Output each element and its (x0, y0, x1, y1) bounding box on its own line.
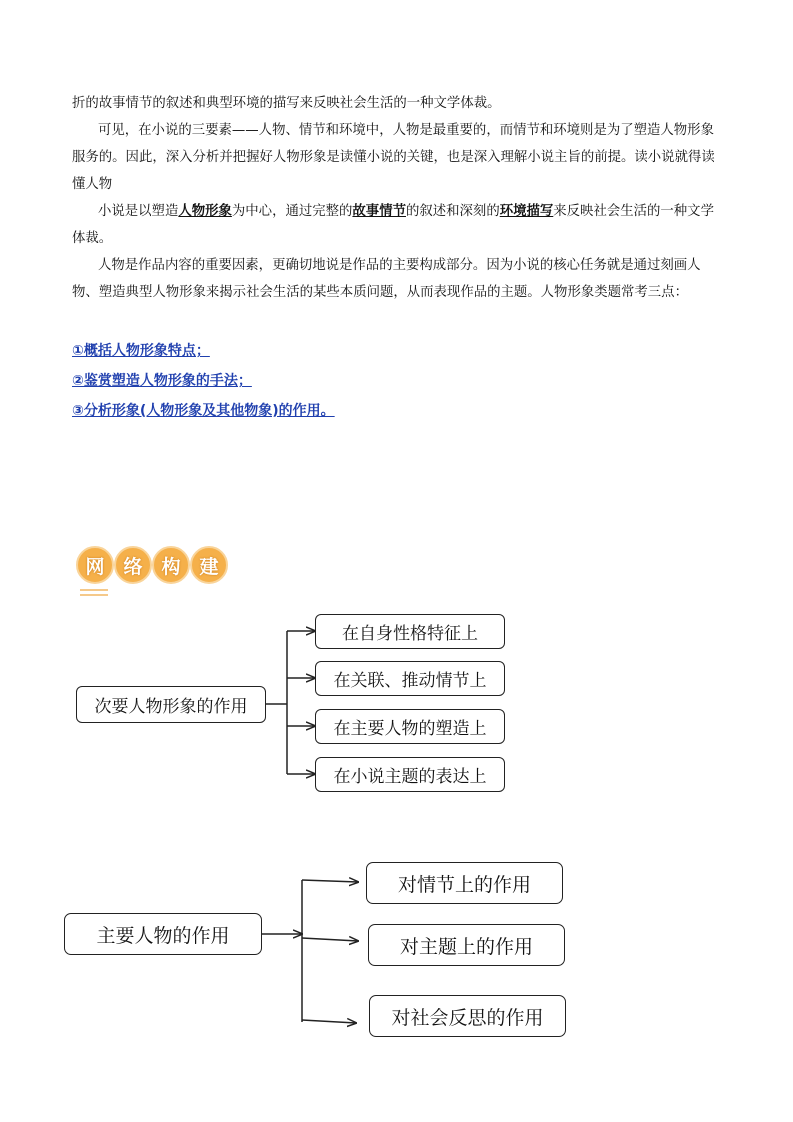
d2-arrow-1 (302, 880, 358, 882)
definition-text-1: 小说是以塑造 (98, 204, 179, 219)
definition-text-2: 为中心，通过完整的 (231, 204, 353, 219)
d2-arrow-3 (302, 1020, 356, 1023)
keyword-environment: 环境描写 (499, 204, 554, 219)
d1-branch-theme: 在小说主题的表达上 (315, 757, 505, 792)
badge-char-4: 建 (190, 546, 228, 584)
d2-root-box: 主要人物的作用 (64, 913, 262, 955)
d2-branch-plot: 对情节上的作用 (366, 862, 563, 904)
d2-arrow-2 (302, 938, 358, 941)
keyword-character-image: 人物形象 (178, 204, 232, 219)
d2-branch-social-reflection: 对社会反思的作用 (369, 995, 566, 1037)
d1-root-box: 次要人物形象的作用 (76, 686, 266, 723)
keyword-story-plot: 故事情节 (352, 204, 406, 219)
badge-char-1: 网 (76, 546, 114, 584)
point-1-link[interactable]: ①概括人物形象特点； (72, 343, 210, 359)
definition-text-3: 的叙述和深刻的 (405, 204, 500, 219)
d2-branch-theme: 对主题上的作用 (368, 924, 565, 966)
badge-char-3: 构 (152, 546, 190, 584)
intro-line: 折的故事情节的叙述和典型环境的描写来反映社会生活的一种文学体裁。 (72, 96, 501, 111)
d1-branch-self-character: 在自身性格特征上 (315, 614, 505, 649)
point-2-link[interactable]: ②鉴赏塑造人物形象的手法； (72, 373, 252, 389)
d1-branch-plot: 在关联、推动情节上 (315, 661, 505, 696)
paragraph-character-importance: 人物是作品内容的重要因素，更确切地说是作品的主要构成部分。因为小说的核心任务就是通过刻画人物、塑造典型人物形象来揭示社会生活的某些本质问题，从而表现作品的主题。人物形象类题常考三点： (72, 258, 701, 300)
definition-text-4: 来反映社会生活的一种文学体裁。 (72, 204, 714, 246)
paragraph-three-elements: 可见，在小说的三要素——人物、情节和环境中，人物是最重要的，而情节和环境则是为了塑造人物形象服务的。因此，深入分析并把握好人物形象是读懂小说的关键，也是深入理解小说主旨的前提。读小说就得读懂人物 (72, 123, 715, 192)
d1-branch-main-character: 在主要人物的塑造上 (315, 709, 505, 744)
point-3-link[interactable]: ③分析形象(人物形象及其他物象)的作用。 (72, 403, 335, 419)
badge-char-2: 络 (114, 546, 152, 584)
